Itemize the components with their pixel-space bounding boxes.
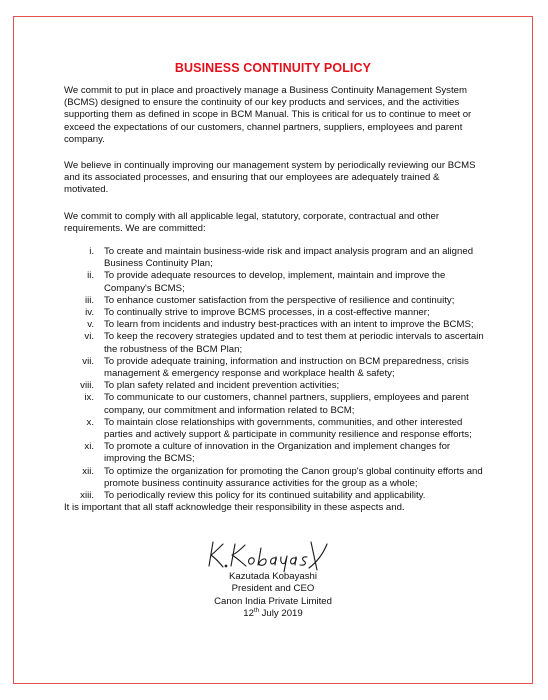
commitment-list [64, 246, 484, 502]
signatory-company: Canon India Private Limited [214, 595, 332, 607]
list-item: iii. To enhance customer satisfaction from the perspective of resilience and continuity; [84, 294, 455, 306]
paragraph-improvement: We believe in continually improving our management system by periodically reviewing our BCMS and its associated processes, and ensuring that our employees are adequately trained & motivated. [64, 160, 476, 196]
list-item: vii. To provide adequate training, information and instruction on BCM preparedness, crisis management & emergency response and workplace health & safety; [82, 355, 469, 380]
list-item: xii. To optimize the organization for promoting the Canon group's global continuity efforts and promote business continuity assurance activities for the group as a whole; [82, 465, 483, 489]
closing-statement: It is important that all staff acknowledge their responsibility in these aspects and. [64, 502, 405, 514]
policy-page [13, 16, 533, 684]
list-item: iv. To continually strive to improve BCMS processes, in a cost-effective manner; [85, 307, 430, 319]
list-item: ii. To provide adequate resources to develop, implement, maintain and improve the Company's BCMS; [87, 270, 446, 294]
list-item: viii. To plan safety related and incident prevention activities; [80, 380, 340, 392]
list-item: i. To create and maintain business-wide risk and impact analysis program and an aligned Business Continuity Plan; [89, 246, 474, 270]
list-item: vi. To keep the recovery strategies updated and to test them at periodic intervals to ascertain the robustness of the BCM Plan; [84, 331, 484, 355]
signatory-name: Kazutada Kobayashi [228, 571, 317, 582]
list-item: xi. To promote a culture of innovation in the Organization and implement changes for improving the BCMS; [84, 441, 451, 465]
list-item: ix. To communicate to our customers, channel partners, suppliers, employees and parent company, our commitment and information related to BCM; [84, 392, 469, 416]
list-item: xiii. To periodically review this policy for its continued suitability and applicability. [80, 490, 426, 502]
paragraph-compliance: We commit to comply with all applicable legal, statutory, corporate, contractual and other requirements. We are committed: [64, 210, 440, 234]
signature-image [199, 536, 349, 572]
policy-title: BUSINESS CONTINUITY POLICY [174, 61, 372, 75]
policy-body [64, 85, 484, 529]
list-item: x. To maintain close relationships with governments, communities, and other interested parties and actively support & participate in community resilience and response efforts; [86, 416, 472, 441]
signature-date: 12th July 2019 [243, 608, 303, 620]
paragraph-intro: We commit to put in place and proactively manage a Business Continuity Management System (BCMS) designed to ensure the continuity of our key products and services, and the activities supporting them as defined in scope in BCM Manual. This is critical for us to continue to meet or exceed the expectations of our customers, channel partners, suppliers, employees and parent company. [64, 85, 472, 145]
signature-block [14, 571, 532, 621]
signatory-role: President and CEO [231, 583, 315, 595]
list-item: v. To learn from incidents and industry best-practices with an intent to improve the BCMS; [87, 319, 474, 331]
